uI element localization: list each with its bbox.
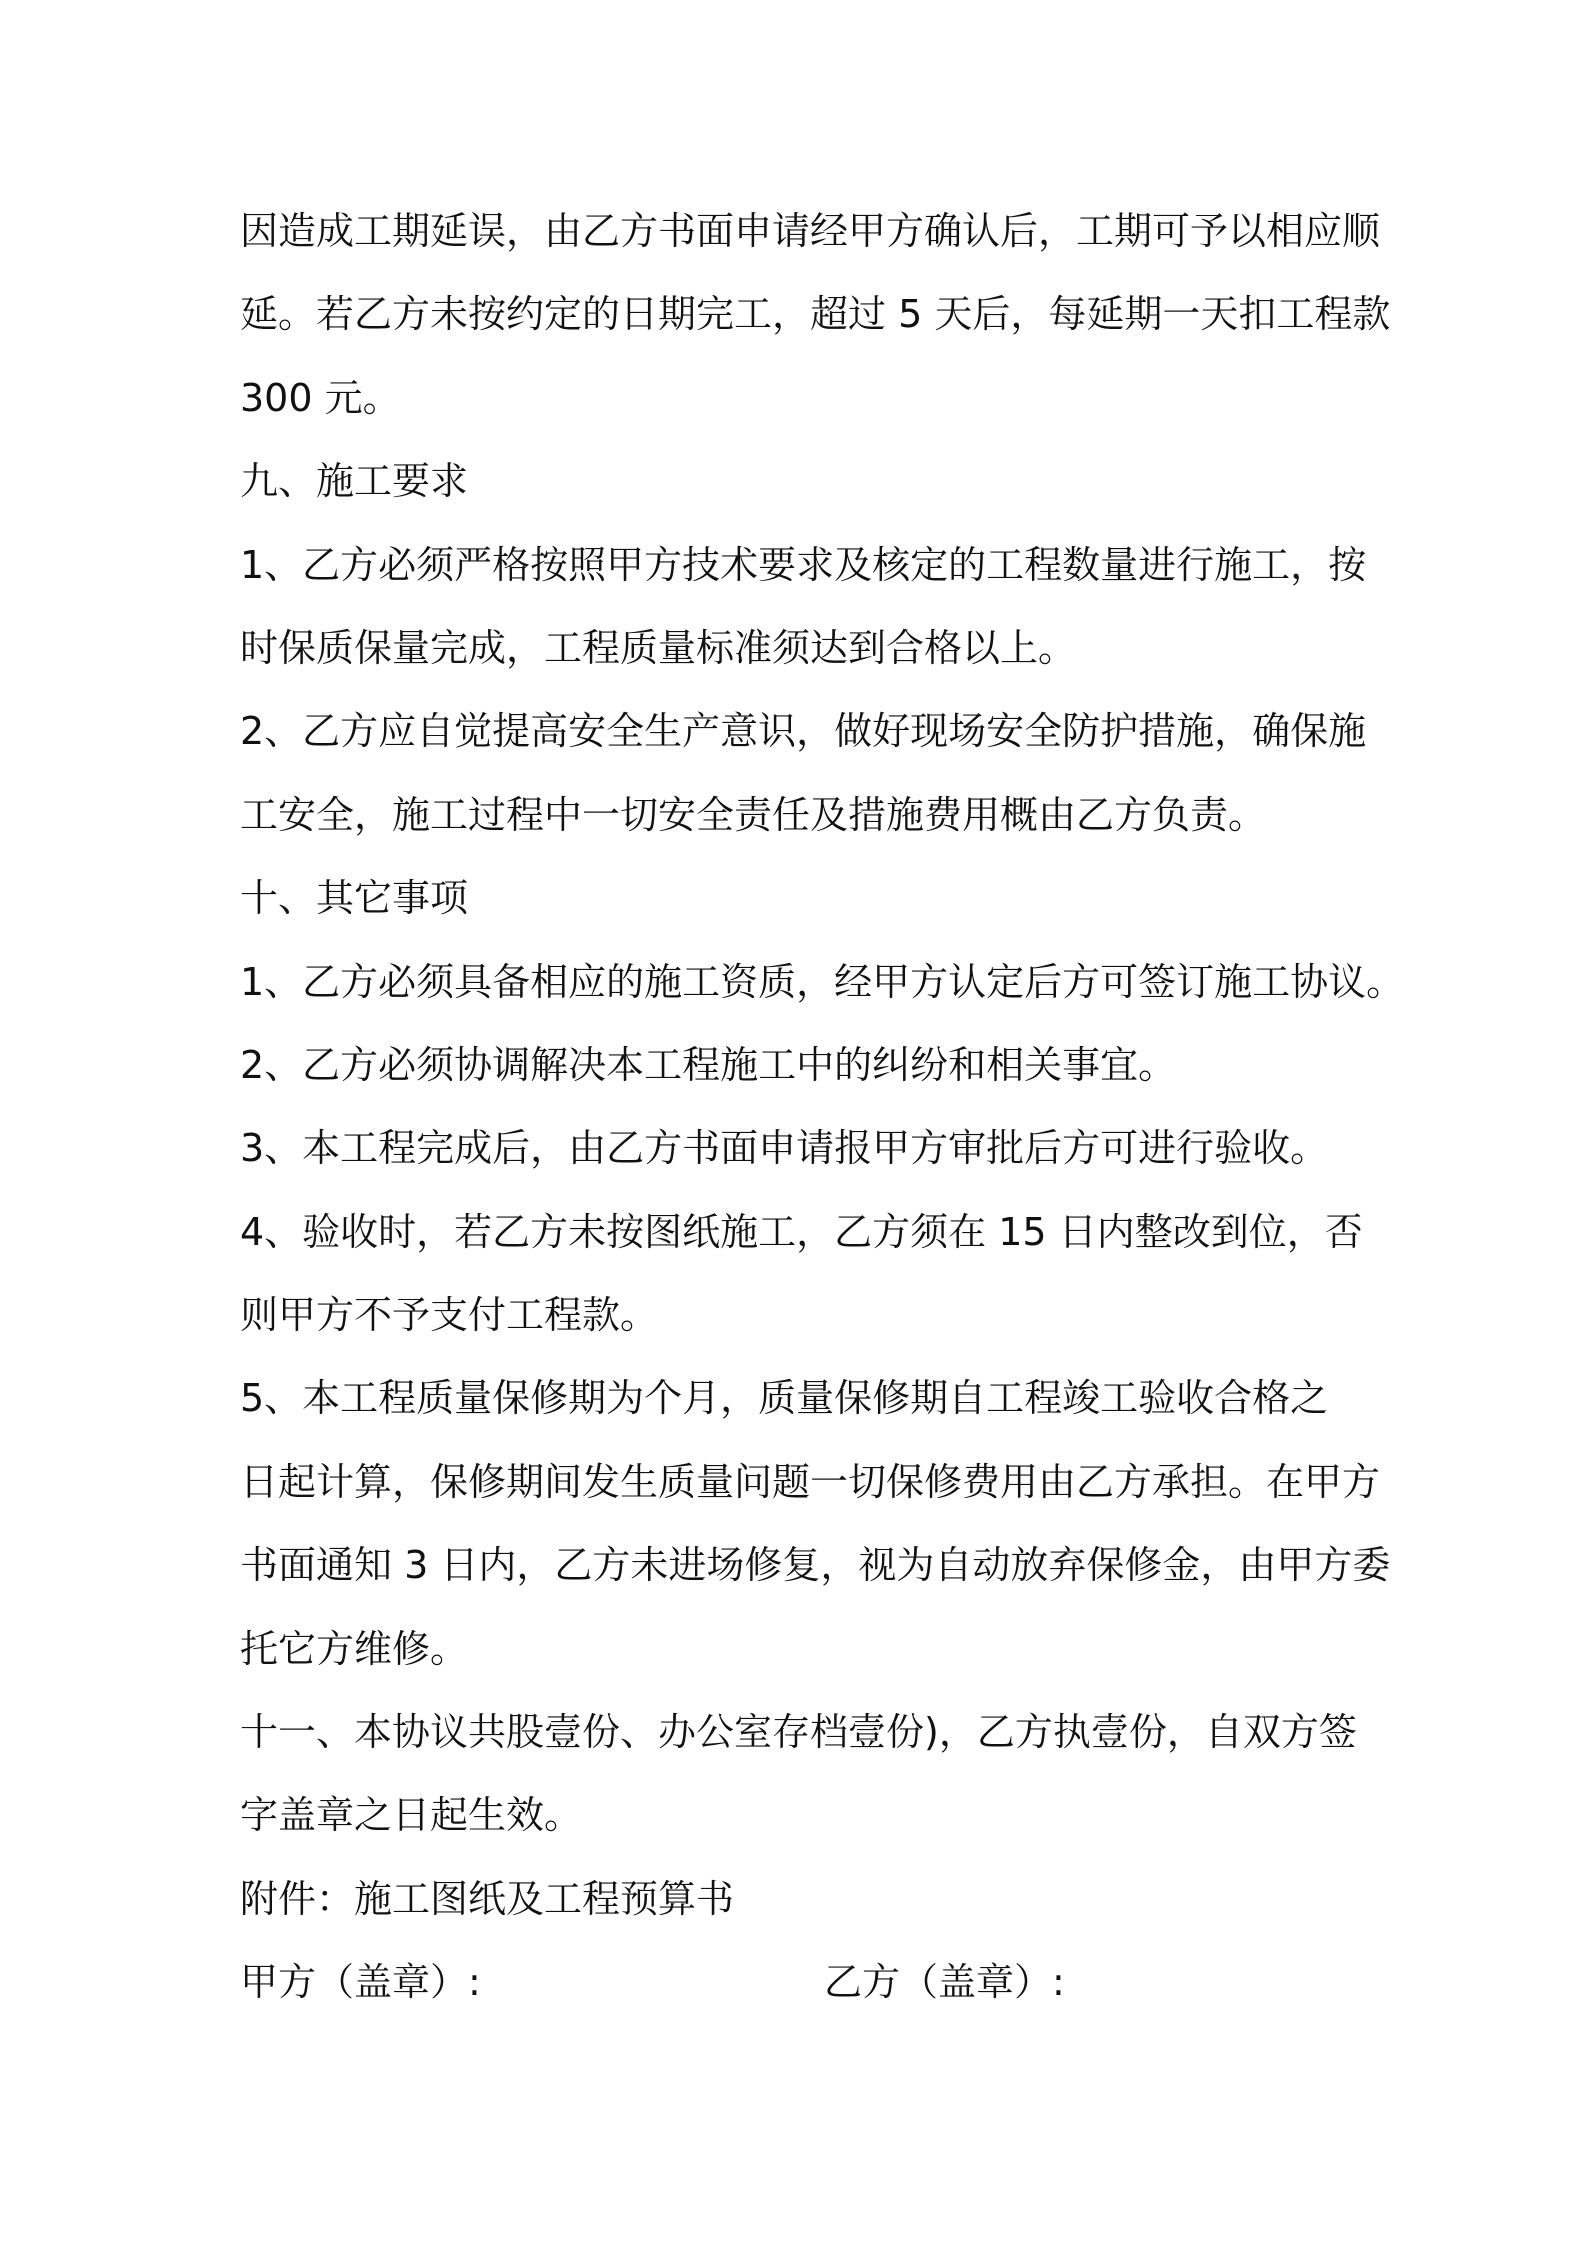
text-line: 5、本工程质量保修期为个月，质量保修期自工程竣工验收合格之 [240, 1376, 1329, 1421]
text-line: 时保质保量完成，工程质量标准须达到合格以上。 [240, 625, 1077, 670]
text-line: 3、本工程完成后，由乙方书面申请报甲方审批后方可进行验收。 [240, 1126, 1329, 1171]
text-line: 300 元。 [240, 375, 401, 420]
document-body [240, 190, 1405, 2025]
section-heading-construction-requirements: 九、施工要求 [240, 459, 469, 504]
party-b-signature-label: 乙方（盖章）: [824, 1960, 1065, 2005]
text-line: 工安全，施工过程中一切安全责任及措施费用概由乙方负责。 [240, 792, 1267, 837]
text-line: 字盖章之日起生效。 [240, 1793, 583, 1838]
text-line: 因造成工期延误，由乙方书面申请经甲方确认后，工期可予以相应顺 [240, 209, 1381, 253]
text-line: 十一、本协议共股壹份、办公室存档壹份)，乙方执壹份，自双方签 [240, 1710, 1357, 1755]
text-line: 4、验收时，若乙方未按图纸施工，乙方须在 15 日内整改到位，否 [240, 1209, 1363, 1254]
attachment-line: 附件：施工图纸及工程预算书 [240, 1876, 735, 1921]
text-line: 则甲方不予支付工程款。 [240, 1293, 659, 1338]
text-line: 延。若乙方未按约定的日期完工，超过 5 天后，每延期一天扣工程款 [240, 292, 1391, 337]
text-line: 书面通知 3 日内，乙方未进场修复，视为自动放弃保修金，由甲方委 [240, 1543, 1391, 1588]
text-line: 日起计算，保修期间发生质量问题一切保修费用由乙方承担。在甲方 [240, 1459, 1381, 1504]
signature-row [240, 1941, 1370, 2024]
text-line: 托它方维修。 [240, 1626, 469, 1671]
text-line: 2、乙方必须协调解决本工程施工中的纠纷和相关事宜。 [240, 1042, 1177, 1087]
text-line: 1、乙方必须严格按照甲方技术要求及核定的工程数量进行施工，按 [240, 542, 1367, 587]
text-line: 1、乙方必须具备相应的施工资质，经甲方认定后方可签订施工协议。 [240, 959, 1405, 1004]
section-heading-other-matters: 十、其它事项 [240, 876, 469, 921]
party-a-signature-label: 甲方（盖章）: [240, 1960, 481, 2005]
text-line: 2、乙方应自觉提高安全生产意识，做好现场安全防护措施，确保施 [240, 709, 1367, 754]
